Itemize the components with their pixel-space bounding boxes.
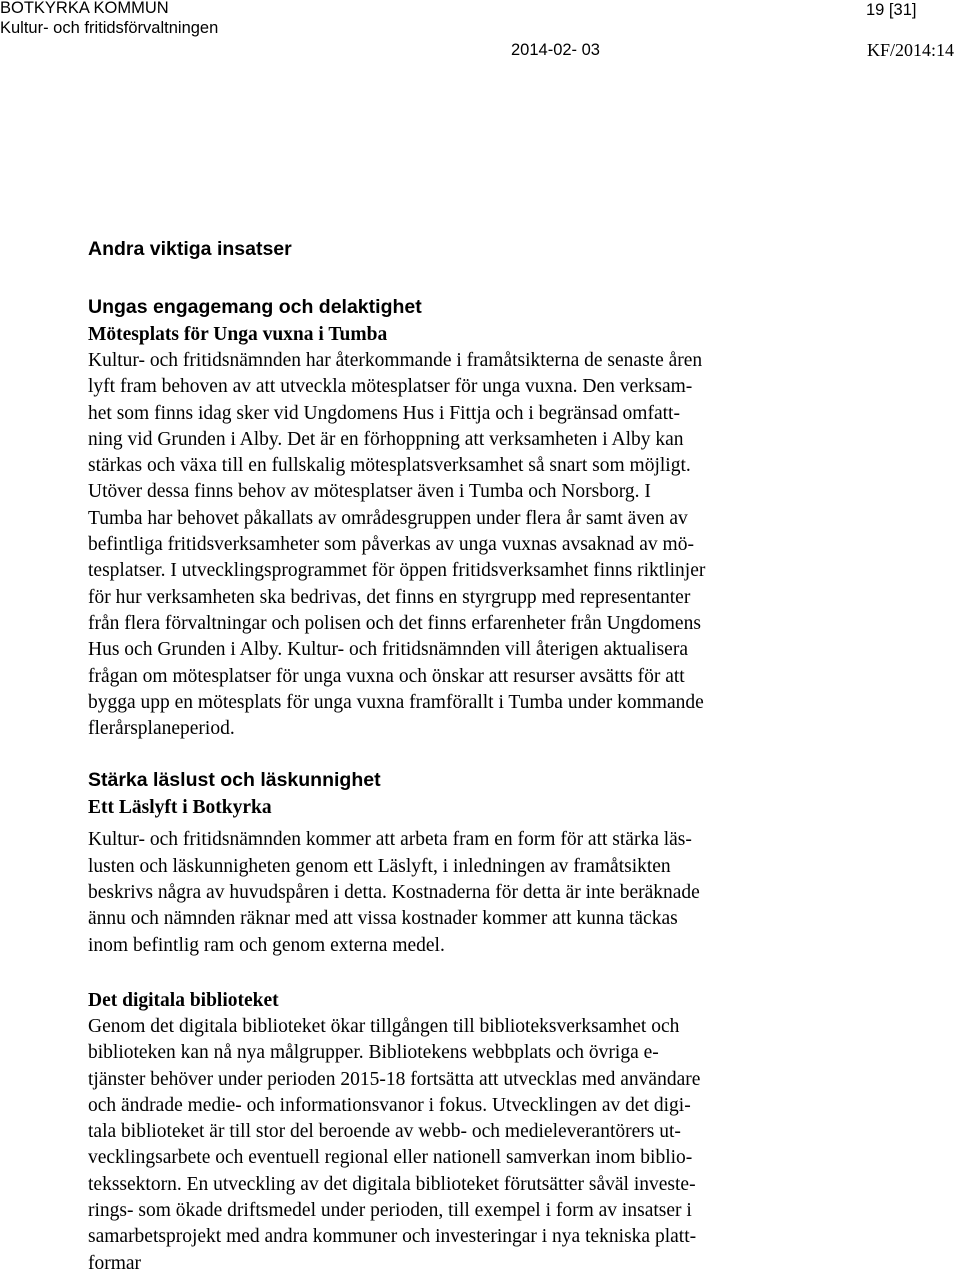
section-reading	[88, 766, 888, 958]
main-heading: Andra viktiga insatser	[88, 238, 292, 260]
paragraph-line: formar	[88, 1252, 142, 1274]
paragraph-line: Tumba har behovet påkallats av områdesgruppen under flera år samt även av	[88, 507, 688, 529]
department-name: Kultur- och fritidsförvaltningen	[0, 19, 219, 37]
section-heading: Stärka läslust och läskunnighet	[88, 769, 381, 792]
paragraph-line: inom befintlig ram och genom externa medel.	[88, 934, 445, 956]
paragraph-line: stärkas och växa till en fullskalig mötesplatsverksamhet så snart som möjligt.	[88, 455, 691, 477]
paragraph-line: tala biblioteket är till stor del beroende av webb- och medieleverantörers ut-	[88, 1121, 681, 1143]
paragraph-line: ning vid Grunden i Alby. Det är en förhoppning att verksamheten i Alby kan	[88, 428, 684, 450]
document-date: 2014-02- 03	[511, 41, 600, 59]
section-subheading: Det digitala biblioteket	[88, 989, 279, 1011]
paragraph-line: för hur verksamheten ska bedrivas, det finns en styrgrupp med representanter	[88, 586, 691, 608]
paragraph-line: samarbetsprojekt med andra kommuner och investeringar i nya tekniska platt-	[88, 1226, 697, 1248]
paragraph-line: het som finns idag sker vid Ungdomens Hus i Fittja och i begränsad omfatt-	[88, 402, 680, 424]
org-name: BOTKYRKA KOMMUN	[0, 0, 169, 17]
section-heading: Ungas engagemang och delaktighet	[88, 296, 422, 318]
paragraph-line: Genom det digitala biblioteket ökar tillgången till biblioteksverksamhet och	[88, 1015, 680, 1037]
section-digital-library	[88, 987, 888, 1277]
paragraph-line: tesplatser. I utvecklingsprogrammet för öppen fritidsverksamhet finns riktlinjer	[88, 560, 706, 582]
paragraph-line: lyft fram behoven av att utveckla mötesplatser för unga vuxna. Den verksam-	[88, 376, 693, 398]
paragraph-line: tjänster behöver under perioden 2015-18 fortsätta att utvecklas med användare	[88, 1068, 701, 1090]
paragraph-line: från flera förvaltningar och polisen och det finns erfarenheter från Ungdomens	[88, 612, 701, 634]
paragraph-line: beskrivs några av huvudspåren i detta. Kostnaderna för detta är inte beräknade	[88, 882, 700, 904]
paragraph-line: bygga upp en mötesplats för unga vuxna framförallt i Tumba under kommande	[88, 691, 704, 713]
paragraph-line: frågan om mötesplatser för unga vuxna och önskar att resurser avsätts för att	[88, 665, 685, 687]
section-youth-engagement	[88, 293, 888, 742]
paragraph	[88, 827, 888, 958]
paragraph-line: rings- som ökade driftsmedel under perioden, till exempel i form av insatser i	[88, 1200, 692, 1222]
paragraph-line: ännu och nämnden räknar med att vissa kostnader kommer att kunna täckas	[88, 908, 678, 930]
paragraph-line: biblioteken kan nå nya målgrupper. Bibliotekens webbplats och övriga e-	[88, 1042, 659, 1064]
paragraph-line: befintliga fritidsverksamheter som påverkas av unga vuxnas avsaknad av mö-	[88, 534, 694, 556]
section-subheading: Mötesplats för Unga vuxna i Tumba	[88, 324, 388, 345]
paragraph-line: och ändrade medie- och informationsvanor i fokus. Utvecklingen av det digi-	[88, 1094, 691, 1116]
section-subheading: Ett Läslyft i Botkyrka	[88, 797, 272, 819]
paragraph-line: tekssektorn. En utveckling av det digitala biblioteket förutsätter såväl investe-	[88, 1173, 696, 1195]
page-number: 19 [31]	[866, 1, 917, 19]
paragraph-line: Kultur- och fritidsnämnden har återkommande i framåtsikterna de senaste åren	[88, 350, 703, 371]
document-body	[88, 235, 888, 1277]
document-reference: KF/2014:14	[867, 40, 955, 60]
paragraph-line: Hus och Grunden i Alby. Kultur- och fritidsnämnden vill återigen aktualisera	[88, 639, 688, 661]
paragraph	[88, 348, 888, 742]
paragraph-line: Utöver dessa finns behov av mötesplatser även i Tumba och Norsborg. I	[88, 481, 651, 503]
paragraph-line: flerårsplaneperiod.	[88, 718, 235, 740]
paragraph-line: lusten och läskunnigheten genom ett Läslyft, i inledningen av framåtsikten	[88, 855, 671, 877]
paragraph-line: vecklingsarbete och eventuell regional eller nationell samverkan inom biblio-	[88, 1147, 693, 1169]
paragraph	[88, 1014, 888, 1277]
paragraph-line: Kultur- och fritidsnämnden kommer att arbeta fram en form för att stärka läs-	[88, 829, 692, 851]
